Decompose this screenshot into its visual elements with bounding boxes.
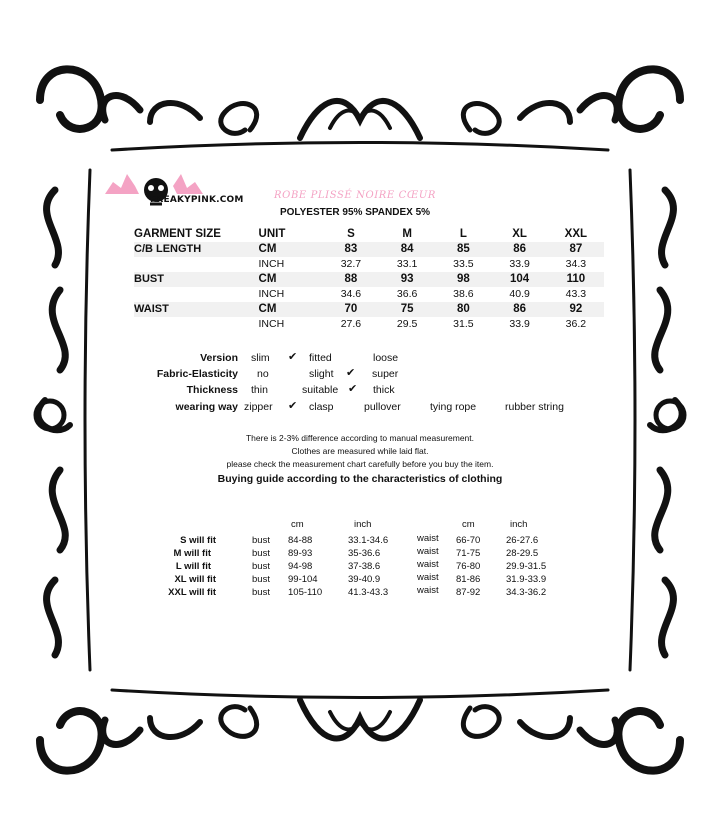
bust-cm: 94-98 (288, 561, 313, 572)
waist-cm-header: cm (462, 519, 475, 530)
waist-inch: 34.3-36.2 (506, 587, 547, 598)
version-option-slim: slim (251, 352, 270, 364)
logo-text: FREAKYPINK.COM (150, 195, 244, 205)
wearing-option-clasp: clasp (309, 401, 334, 413)
value-cell: 70 (323, 302, 379, 317)
waist-word: waist (417, 559, 439, 570)
value-cell: 36.6 (396, 288, 418, 300)
value-cell: 83 (323, 242, 379, 257)
table-row (134, 302, 604, 317)
value-cell: 85 (435, 242, 491, 257)
value-cell: 87 (548, 242, 604, 257)
wearing-way-label: wearing way (175, 401, 238, 413)
waist-cm: 76-80 (456, 561, 481, 572)
value-cell: 34.3 (565, 258, 587, 270)
fabric-elasticity-label: Fabric-Elasticity (156, 368, 238, 380)
fit-label-s: S will fit (180, 535, 216, 546)
bust-cm-header: cm (291, 519, 304, 530)
bust-cm: 84-88 (288, 535, 313, 546)
waist-inch: 29.9-31.5 (506, 561, 547, 572)
elasticity-option-no: no (257, 368, 269, 380)
wearing-option-pullover: pullover (364, 401, 401, 413)
waist-word: waist (417, 533, 439, 544)
bust-inch: 35-36.6 (348, 548, 381, 559)
fit-label-m: M will fit (173, 548, 211, 559)
unit-cell: INCH (258, 288, 285, 300)
wearing-option-tying-rope: tying rope (430, 401, 477, 413)
buying-guide-title: Buying guide according to the characteristics of clothing (217, 473, 503, 485)
value-cell: 33.5 (453, 258, 474, 270)
wearing-option-rubber-string: rubber string (505, 401, 564, 413)
bust-word: bust (252, 587, 270, 598)
check-mark-icon: ✔ (346, 367, 356, 379)
waist-inch-header: inch (510, 519, 528, 530)
value-cell: 86 (492, 242, 548, 257)
header-garment-size: GARMENT SIZE (134, 228, 221, 240)
row-label: WAIST (134, 302, 257, 317)
table-row (134, 257, 604, 272)
bust-inch-header: inch (354, 519, 372, 530)
value-cell: 98 (435, 272, 491, 287)
table-row (134, 242, 604, 257)
table-row (134, 317, 604, 332)
thickness-option-thick: thick (373, 384, 395, 396)
value-cell: 93 (379, 272, 435, 287)
waist-inch: 31.9-33.9 (506, 574, 547, 585)
note-difference: There is 2-3% difference according to manual measurement. (245, 433, 475, 443)
value-cell: 84 (379, 242, 435, 257)
header-size-xl: XL (512, 228, 527, 240)
value-cell: 32.7 (340, 258, 362, 270)
elasticity-option-slight: slight (309, 368, 334, 380)
value-cell: 34.6 (340, 288, 362, 300)
version-option-loose: loose (373, 352, 399, 364)
fabric-composition: POLYESTER 95% SPANDEX 5% (279, 207, 431, 218)
value-cell: 38.6 (453, 288, 474, 300)
bust-cm: 89-93 (288, 548, 313, 559)
unit-cell: CM (257, 302, 323, 317)
header-size-l: L (459, 228, 467, 240)
check-mark-icon: ✔ (288, 351, 298, 363)
fit-label-l: L will fit (175, 561, 211, 572)
waist-word: waist (417, 585, 439, 596)
value-cell: 33.1 (396, 258, 418, 270)
thickness-option-suitable: suitable (302, 384, 339, 396)
table-row (134, 287, 604, 302)
value-cell: 40.9 (509, 288, 530, 300)
product-title: ROBE PLISSÉ NOIRE CŒUR (274, 190, 436, 201)
note-check-chart: please check the measurement chart carefully before you buy the item. (226, 459, 494, 469)
value-cell: 92 (548, 302, 604, 317)
value-cell: 31.5 (453, 318, 474, 330)
value-cell: 33.9 (509, 258, 530, 270)
bust-inch: 37-38.6 (348, 561, 381, 572)
value-cell: 27.6 (340, 318, 362, 330)
bust-inch: 41.3-43.3 (348, 587, 389, 598)
value-cell: 86 (492, 302, 548, 317)
fit-label-xl: XL will fit (174, 574, 216, 585)
bust-inch: 33.1-34.6 (348, 535, 389, 546)
check-mark-icon: ✔ (348, 383, 358, 395)
size-table (134, 227, 604, 332)
bust-word: bust (252, 548, 270, 559)
waist-cm: 66-70 (456, 535, 481, 546)
fit-label-xxl: XXL will fit (168, 587, 216, 598)
value-cell: 104 (492, 272, 548, 287)
waist-cm: 71-75 (456, 548, 481, 559)
unit-cell: CM (257, 272, 323, 287)
waist-word: waist (417, 546, 439, 557)
version-option-fitted: fitted (309, 352, 332, 364)
version-label: Version (200, 352, 238, 364)
value-cell: 88 (323, 272, 379, 287)
header-size-s: S (347, 228, 355, 240)
row-label: C/B LENGTH (134, 242, 257, 257)
bust-word: bust (252, 535, 270, 546)
waist-word: waist (417, 572, 439, 583)
size-table-header (134, 227, 604, 242)
elasticity-option-super: super (372, 368, 399, 380)
value-cell: 75 (379, 302, 435, 317)
value-cell: 43.3 (565, 288, 587, 300)
value-cell: 33.9 (509, 318, 530, 330)
header-unit: UNIT (258, 228, 286, 240)
bust-word: bust (252, 561, 270, 572)
value-cell: 36.2 (565, 318, 587, 330)
table-row (134, 272, 604, 287)
unit-cell: CM (257, 242, 323, 257)
value-cell: 110 (548, 272, 604, 287)
value-cell: 29.5 (396, 318, 418, 330)
unit-cell: INCH (258, 258, 285, 270)
thickness-label: Thickness (186, 384, 238, 396)
bust-cm: 99-104 (288, 574, 318, 585)
waist-inch: 28-29.5 (506, 548, 539, 559)
value-cell: 80 (435, 302, 491, 317)
bust-inch: 39-40.9 (348, 574, 381, 585)
note-laid-flat: Clothes are measured while laid flat. (291, 446, 429, 456)
bust-cm: 105-110 (288, 587, 323, 598)
unit-cell: INCH (258, 318, 285, 330)
check-mark-icon: ✔ (288, 400, 298, 412)
header-size-xxl: XXL (564, 228, 588, 240)
header-size-m: M (402, 228, 412, 240)
waist-cm: 87-92 (456, 587, 481, 598)
thickness-option-thin: thin (251, 384, 268, 396)
wearing-option-zipper: zipper (244, 401, 273, 413)
row-label: BUST (134, 272, 257, 287)
waist-cm: 81-86 (456, 574, 481, 585)
waist-inch: 26-27.6 (506, 535, 539, 546)
bust-word: bust (252, 574, 270, 585)
